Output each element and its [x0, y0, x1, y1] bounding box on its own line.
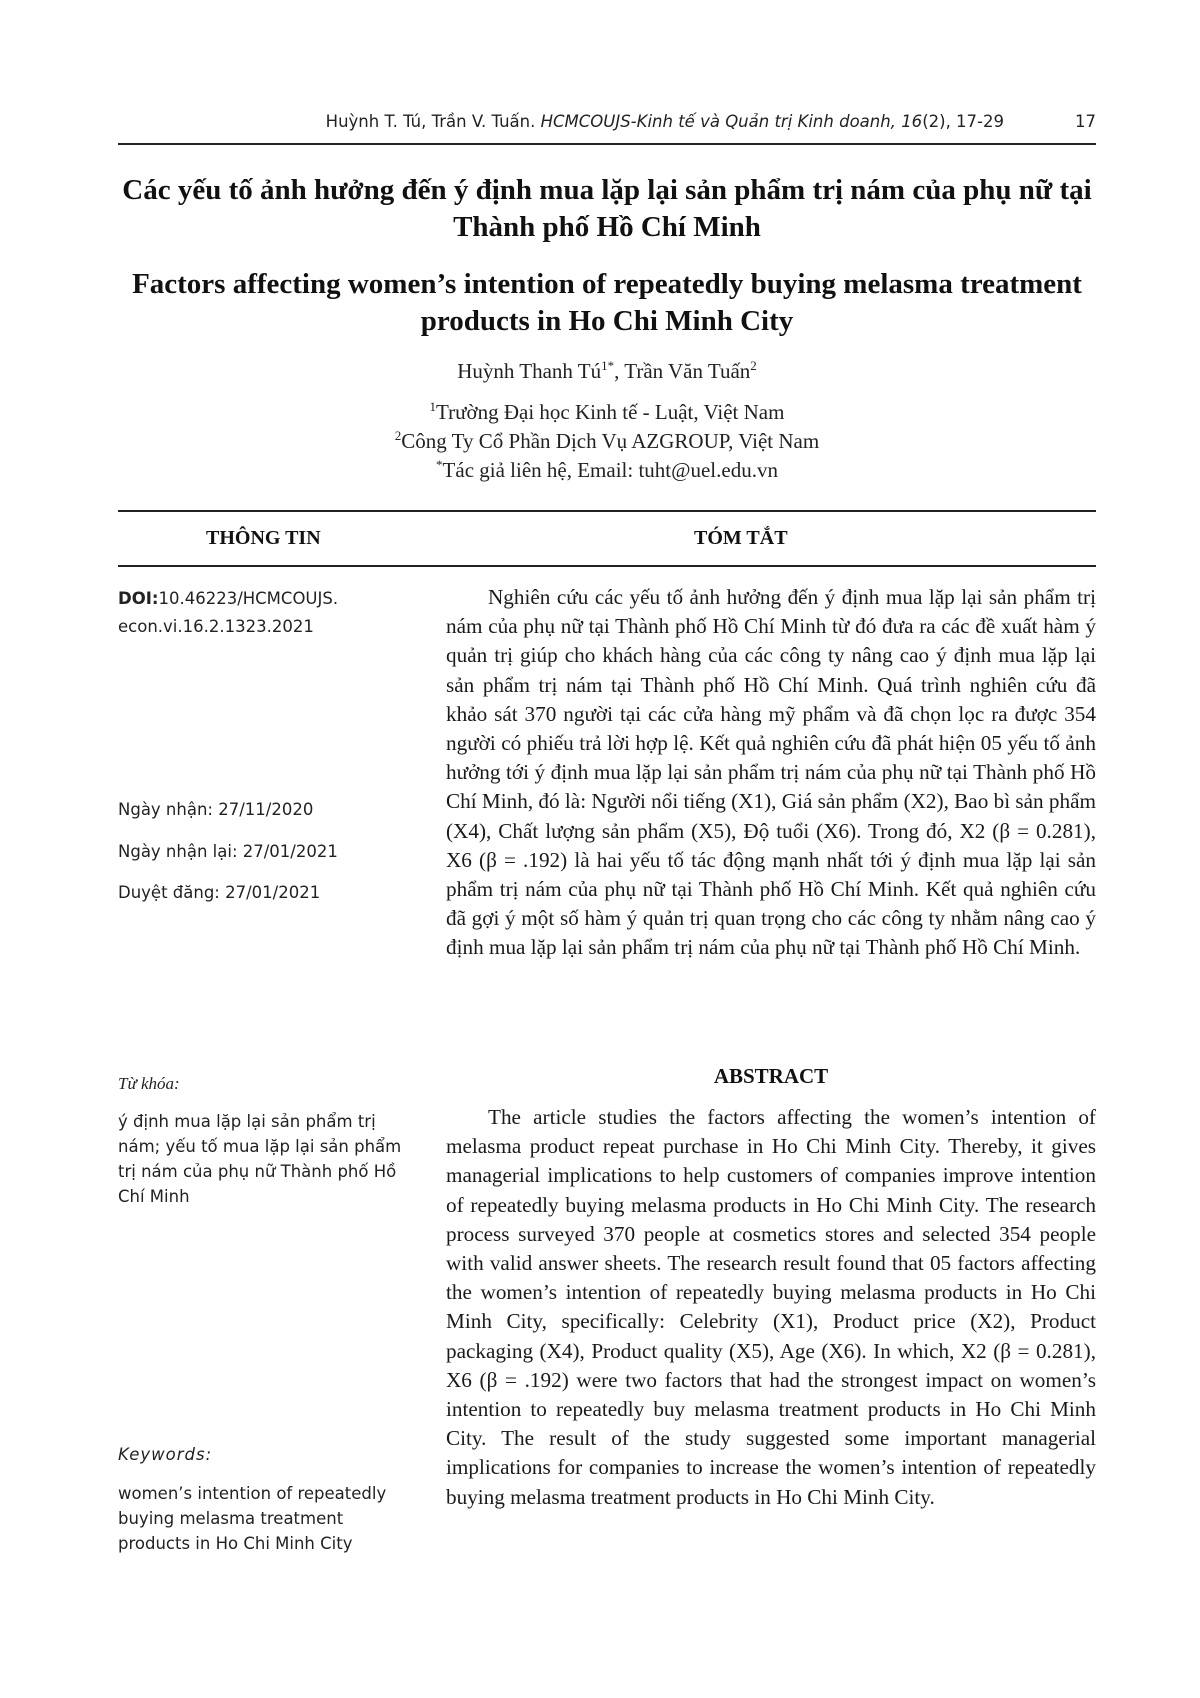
abstract-heading: ABSTRACT [713, 1064, 829, 1088]
header-journal: HCMCOUJS-Kinh tế và Quản trị Kinh doanh, [540, 112, 896, 131]
title-vietnamese: Các yếu tố ảnh hưởng đến ý định mua lặp lại sản phẩm trị nám của phụ nữ tại Thành phố Hồ Chí Minh [122, 174, 1092, 243]
author-1-mark: 1* [601, 358, 615, 373]
affiliation-1-text: Trường Đại học Kinh tế - Luật, Việt Nam [436, 400, 785, 424]
doi-value-part2[interactable]: econ.vi.16.2.1323.2021 [118, 617, 314, 636]
summary-paragraph: Nghiên cứu các yếu tố ảnh hưởng đến ý định mua lặp lại sản phẩm trị nám của phụ nữ tại Thành phố Hồ Chí Minh từ đó đưa ra các đề xuất hàm ý quản trị giúp cho khách hàng của các công ty nâng cao ý định mua lặp lại sản phẩm trị nám tại Thành phố Hồ Chí Minh. Quá trình nghiên cứu đã khảo sát 370 người tại các cửa hàng mỹ phẩm và đã chọn lọc ra được 354 người có phiếu trả lời hợp lệ. Kết quả nghiên cứu đã phát hiện 05 yếu tố ảnh hưởng tới ý định mua lặp lại sản phẩm trị nám của phụ nữ tại Thành phố Hồ Chí Minh, đó là: Người nổi tiếng (X1), Giá sản phẩm (X2), Bao bì sản phẩm (X4), Chất lượng sản phẩm (X5), Độ tuổi (X6). Trong đó, X2 (β = 0.281), X6 (β = .192) là hai yếu tố tác động mạnh nhất tới ý định mua lặp lại sản phẩm trị nám của phụ nữ tại Thành phố Hồ Chí Minh. Kết quả nghiên cứu đã gợi ý một số hàm ý quản trị quan trọng cho các công ty nhằm nâng cao ý định mua lặp lại sản phẩm trị nám của phụ nữ tại Thành phố Hồ Chí Minh. [446, 585, 1096, 960]
title-english: Factors affecting women’s intention of repeatedly buying melasma treatment products in Ho Chi Minh City [132, 268, 1082, 337]
keywords-en-label: Keywords: [118, 1445, 213, 1464]
author-1: Huỳnh Thanh Tú [457, 359, 602, 383]
author-2: Trần Văn Tuấn [624, 359, 751, 383]
header-issue: (2) [922, 112, 946, 131]
keywords-en: women’s intention of repeatedly buying melasma treatment products in Ho Chi Minh City [118, 1484, 387, 1553]
doi-block [118, 585, 418, 641]
section-rule-mid [118, 565, 1096, 567]
header-rule [118, 143, 1096, 145]
author-2-mark: 2 [750, 358, 757, 373]
corresponding-mark: * [436, 457, 443, 472]
corresponding-author [118, 457, 1096, 483]
header-authors: Huỳnh T. Tú, Trần V. Tuấn. [325, 112, 536, 131]
affiliation-1 [118, 399, 1096, 425]
affiliation-2 [118, 428, 1096, 454]
info-heading: THÔNG TIN [206, 527, 321, 549]
summary-heading: TÓM TẮT [694, 527, 788, 549]
abstract-paragraph: The article studies the factors affecting the women’s intention of melasma product repeat purchase in Ho Chi Minh City. Thereby, it gives managerial implications to help customers of companies improve intention of repeatedly buying melasma products in Ho Chi Minh City. The research process surveyed 370 people at cosmetics stores and selected 354 people with valid answer sheets. The research result found that 05 factors affecting the women’s intention of repeatedly buying melasma products in Ho Chi Minh City, specifically: Celebrity (X1), Product price (X2), Product packaging (X4), Product quality (X5), Age (X6). In which, X2 (β = 0.281), X6 (β = .192) were two factors that had the strongest impact on women’s intention to repeatedly buy melasma treatment products in Ho Chi Minh City. The result of the study suggested some important managerial implications for companies to increase the women’s intention of repeatedly buying melasma treatment products in Ho Chi Minh City. [446, 1105, 1096, 1509]
page-number: 17 [1075, 112, 1096, 131]
author-line [118, 358, 1096, 384]
running-header [118, 112, 1096, 142]
date-received: Ngày nhận: 27/11/2020 [118, 800, 314, 819]
section-rule-top [118, 510, 1096, 512]
corresponding-text: Tác giả liên hệ, Email: tuht@uel.edu.vn [442, 458, 778, 482]
date-accepted: Duyệt đăng: 27/01/2021 [118, 883, 321, 902]
affiliation-2-text: Công Ty Cổ Phần Dịch Vụ AZGROUP, Việt Nam [401, 429, 820, 453]
date-revised: Ngày nhận lại: 27/01/2021 [118, 842, 338, 861]
keywords-vi-label: Từ khóa: [118, 1074, 180, 1093]
keywords-vi: ý định mua lặp lại sản phẩm trị nám; yếu tố mua lặp lại sản phẩm trị nám của phụ nữ Thành phố Hồ Chí Minh [118, 1112, 402, 1206]
header-pages: , 17-29 [945, 112, 1004, 131]
author-separator: , [614, 359, 625, 383]
affiliation-2-mark: 2 [394, 428, 402, 443]
doi-value-part1[interactable]: 10.46223/HCMCOUJS. [158, 589, 339, 608]
header-volume: 16 [901, 112, 923, 131]
citation-line [326, 112, 1004, 131]
affiliation-1-mark: 1 [429, 399, 437, 414]
doi-label: DOI: [118, 589, 159, 608]
